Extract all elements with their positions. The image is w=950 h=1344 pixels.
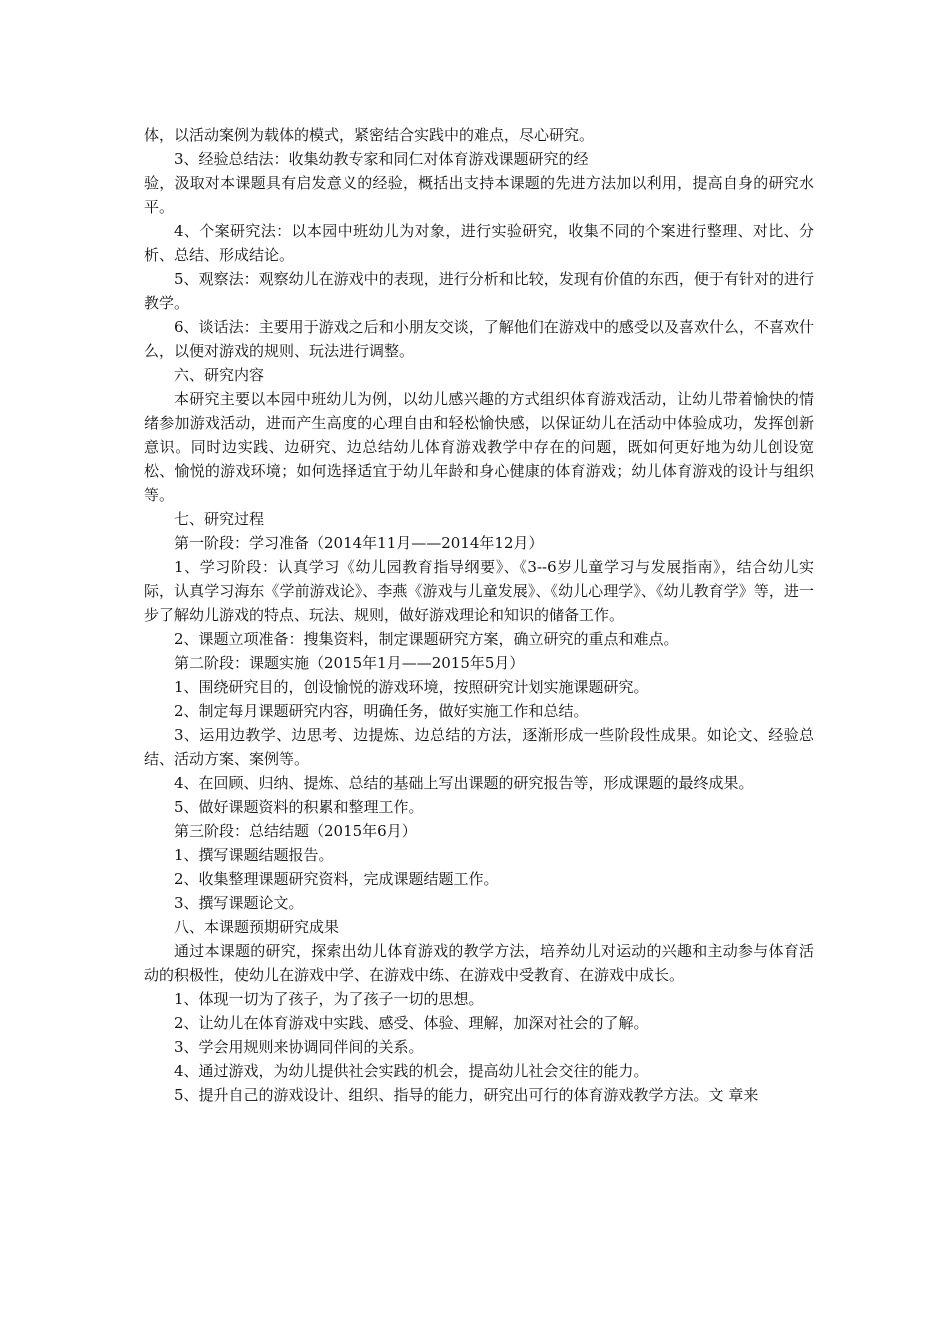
section-heading: 七、研究过程: [174, 510, 265, 528]
stage-heading: 第一阶段：学习准备（2014年11月——2014年12月）: [174, 534, 544, 552]
paragraph: 5、做好课题资料的积累和整理工作。: [174, 798, 424, 816]
paragraph: 3、学会用规则来协调同伴间的关系。: [174, 1038, 424, 1056]
paragraph: 1、围绕研究目的，创设愉悦的游戏环境，按照研究计划实施课题研究。: [174, 678, 649, 696]
paragraph: 2、让幼儿在体育游戏中实践、感受、体验、理解，加深对社会的了解。: [174, 1014, 649, 1032]
paragraph: 3、运用边教学、边思考、边提炼、边总结的方法，逐渐形成一些阶段性成果。如论文、经验总结、活动方案、案例等。: [144, 726, 814, 768]
paragraph: 4、在回顾、归纳、提炼、总结的基础上写出课题的研究报告等，形成课题的最终成果。: [174, 774, 754, 792]
paragraph: 1、体现一切为了孩子，为了孩子一切的思想。: [174, 990, 484, 1008]
paragraph: 本研究主要以本园中班幼儿为例，以幼儿感兴趣的方式组织体育游戏活动，让幼儿带着愉快的情绪参加游戏活动，进而产生高度的心理自由和轻松愉快感，以保证幼儿在活动中体验成功，发挥创新意识。同时边实践、边研究、边总结幼儿体育游戏教学中存在的问题，既如何更好地为幼儿创设宽松、愉悦的游戏环境；如何选择适宜于幼儿年龄和身心健康的体育游戏；幼儿体育游戏的设计与组织等。: [144, 390, 814, 504]
section-heading: 八、本课题预期研究成果: [174, 918, 340, 936]
paragraph: 体，以活动案例为载体的模式，紧密结合实践中的难点，尽心研究。: [144, 126, 595, 144]
document-page: [144, 123, 814, 1107]
paragraph: 3、经验总结法：收集幼教专家和同仁对体育游戏课题研究的经: [174, 150, 589, 168]
stage-heading: 第三阶段：总结结题（2015年6月）: [174, 822, 417, 840]
paragraph: 3、撰写课题论文。: [174, 894, 304, 912]
paragraph: 2、课题立项准备：搜集资料，制定课题研究方案，确立研究的重点和难点。: [174, 630, 679, 648]
paragraph: 通过本课题的研究，探索出幼儿体育游戏的教学方法，培养幼儿对运动的兴趣和主动参与体育活动的积极性，使幼儿在游戏中学、在游戏中练、在游戏中受教育、在游戏中成长。: [144, 942, 814, 984]
paragraph: 5、提升自己的游戏设计、组织、指导的能力，研究出可行的体育游戏教学方法。文 章来: [174, 1086, 759, 1104]
paragraph: 2、制定每月课题研究内容，明确任务，做好实施工作和总结。: [174, 702, 589, 720]
paragraph: 1、撰写课题结题报告。: [174, 846, 334, 864]
paragraph: 4、通过游戏，为幼儿提供社会实践的机会，提高幼儿社会交往的能力。: [174, 1062, 649, 1080]
paragraph: 2、收集整理课题研究资料，完成课题结题工作。: [174, 870, 499, 888]
paragraph: 6、谈话法：主要用于游戏之后和小朋友交谈，了解他们在游戏中的感受以及喜欢什么，不喜欢什么，以便对游戏的规则、玩法进行调整。: [144, 318, 814, 360]
paragraph: 验，汲取对本课题具有启发意义的经验，概括出支持本课题的先进方法加以利用，提高自身的研究水平。: [144, 174, 814, 216]
paragraph: 4、个案研究法：以本园中班幼儿为对象，进行实验研究，收集不同的个案进行整理、对比、分析、总结、形成结论。: [144, 222, 814, 264]
paragraph: 5、观察法：观察幼儿在游戏中的表现，进行分析和比较，发现有价值的东西，便于有针对的进行教学。: [144, 270, 814, 312]
stage-heading: 第二阶段：课题实施（2015年1月——2015年5月）: [174, 654, 525, 672]
section-heading: 六、研究内容: [174, 366, 265, 384]
paragraph: 1、学习阶段：认真学习《幼儿园教育指导纲要》、《3--6岁儿童学习与发展指南》，结合幼儿实际，认真学习海东《学前游戏论》、李燕《游戏与儿童发展》、《幼儿心理学》、《幼儿教育学》等，进一步了解幼儿游戏的特点、玩法、规则，做好游戏理论和知识的储备工作。: [144, 558, 814, 624]
